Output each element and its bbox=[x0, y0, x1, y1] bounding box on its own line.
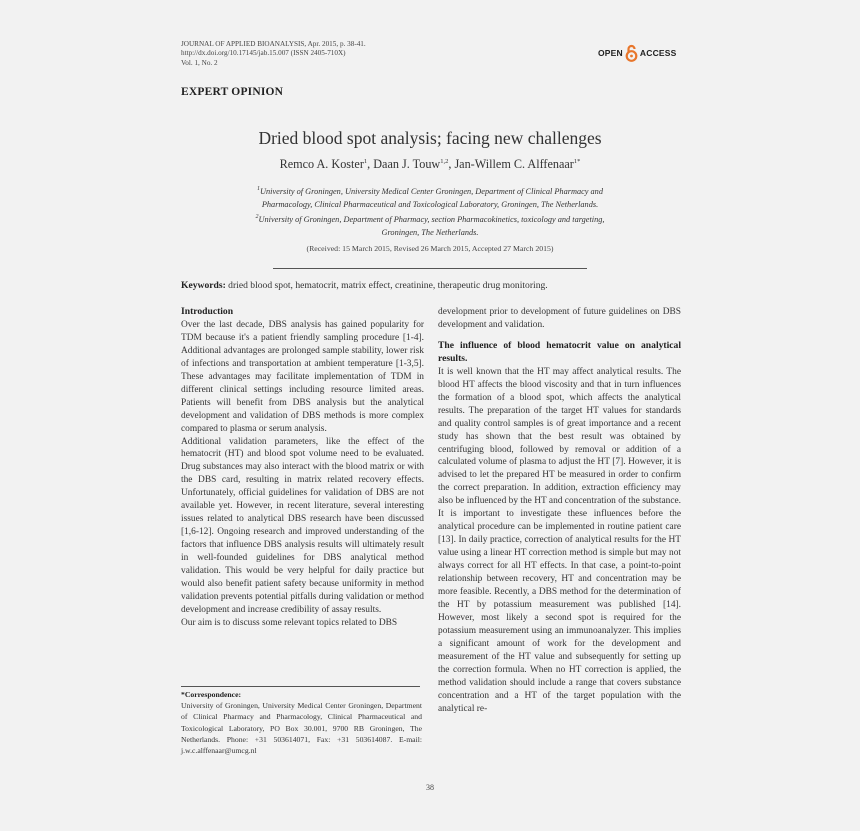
left-column bbox=[181, 306, 424, 630]
section-heading-introduction: Introduction bbox=[181, 306, 234, 317]
section-heading-hematocrit: The influence of blood hematocrit value on analytical results. bbox=[438, 339, 681, 364]
keywords-label: Keywords: bbox=[181, 280, 226, 291]
page-number: 38 bbox=[426, 783, 434, 792]
journal-volume: Vol. 1, No. 2 bbox=[181, 58, 218, 67]
journal-header bbox=[181, 40, 366, 68]
affiliation-marker: 2 bbox=[255, 214, 259, 221]
open-access-logo bbox=[598, 44, 677, 62]
article-title: Dried blood spot analysis; facing new challenges bbox=[258, 128, 602, 148]
author-name: Jan-Willem C. Alffenaar bbox=[454, 157, 574, 171]
affiliation-line: University of Groningen, University Medical Center Groningen, Department of Clinical Pharmacy and bbox=[260, 186, 603, 196]
author-name: Remco A. Koster bbox=[279, 157, 364, 171]
received-dates: (Received: 15 March 2015, Revised 26 March 2015, Accepted 27 March 2015) bbox=[306, 244, 554, 253]
correspondence-label: *Correspondence: bbox=[181, 690, 242, 699]
affiliation-1 bbox=[230, 183, 630, 211]
paragraph: Additional validation parameters, like the effect of the hematocrit (HT) and blood spot volume need to be evaluated. Drug substances may also interact with the blood matrix or with the DBS card, resulting in matrix related recovery effects. Unfortunately, official guidelines for validation of DBS are not available yet. However, in recent literature, several interesting issues related to analytical DBS research have been discussed [1,6-12]. Ongoing research and improved understanding of the factors that influence DBS analysis results will ultimately result in well-founded guidelines for DBS analytical method validation. This would be very helpful for daily practice but would also benefit patient safety because uniformity in method validation prevents potential pitfalls during validation or method development and increase credibility of assay results. bbox=[181, 436, 424, 615]
affiliations bbox=[230, 183, 630, 239]
footnote-divider bbox=[181, 686, 420, 687]
open-access-right: ACCESS bbox=[639, 48, 677, 58]
paragraph: Our aim is to discuss some relevant topics related to DBS bbox=[181, 617, 398, 628]
author-affil-marker: 1,2 bbox=[440, 157, 449, 165]
paragraph: It is well known that the HT may affect analytical results. The blood HT affects the blood viscosity and that in turn influences the formation of a blood spot, which affects the analytical results. The preparation of the target HT values for standards and quality control samples is of great importance and a recent study has shown that the best result was obtained by centrifuging blood, followed by removal or addition of a calculated volume of plasma to adjust the HT [7]. However, it is advised to let the prepared HT be measured in order to confirm the correct preparation. In addition, extraction efficiency may also be influenced by the HT and concentration of the substance. It is important to investigate these influences before the analytical procedure can be implemented in routine patient care [13]. In daily practice, correction of analytical results for the HT value using a linear HT correction method is simple but may not always correct for all HT effects. In that case, a point-to-point relationship between recovery, HT and concentration may be more feasible. Recently, a DBS method for the determination of the HT by potassium measurement was published [14]. However, most likely a second spot is required for the potassium measurement using an immunoanalyzer. This implies a significant amount of work for the development and measurement of the HT value and subsequently for setting up the correction formula. When no HT correction is applied, the method validation should include a range that covers substance concentration and a HT of the target population with the analytical re- bbox=[438, 366, 681, 714]
correspondence-text: University of Groningen, University Medical Center Groningen, Department of Clinical Pharmacy and Pharmacology, Clinical Pharmaceutical and Toxicological Laboratory, PO Box 30.001, 9700 RB Groningen, The Netherlands. Phone: +31 503614071, Fax: +31 503614087. E-mail: j.w.c.alffenaar@umcg.nl bbox=[181, 701, 422, 756]
affiliation-line: University of Groningen, Department of Pharmacy, section Pharmacokinetics, toxicology and targeting, bbox=[258, 214, 605, 224]
paragraph: Over the last decade, DBS analysis has gained popularity for TDM because it's a patient friendly sampling procedure [1-4]. Additional advantages are prolonged sample stability, lower risk of infections and transportation at ambient temperature [1-3,5]. These advantages may facilitate implementation of TDM in different clinical settings including resource limited areas. Patients will benefit from DBS analysis but the analytical development and validation of DBS methods is more complex compared to plasma or serum analysis. bbox=[181, 319, 424, 434]
keywords-text: dried blood spot, hematocrit, matrix effect, creatinine, therapeutic drug monitoring. bbox=[228, 280, 548, 291]
header-divider bbox=[273, 268, 587, 269]
journal-citation: JOURNAL OF APPLIED BIOANALYSIS, Apr. 2015, p. 38-41. bbox=[181, 40, 366, 48]
affiliation-line: Groningen, The Netherlands. bbox=[381, 228, 479, 238]
author-name: Daan J. Touw bbox=[373, 157, 441, 171]
paragraph: development prior to development of future guidelines on DBS development and validation. bbox=[438, 307, 681, 330]
affiliation-2 bbox=[230, 211, 630, 239]
correspondence-footnote bbox=[181, 689, 422, 756]
affiliation-marker: 1 bbox=[257, 186, 261, 192]
open-lock-icon bbox=[625, 44, 638, 62]
right-column bbox=[438, 306, 681, 716]
article-type: EXPERT OPINION bbox=[181, 86, 284, 98]
keywords bbox=[181, 280, 548, 291]
open-access-left: OPEN bbox=[598, 48, 623, 58]
author-affil-marker: 1 bbox=[363, 157, 368, 165]
affiliation-line: Pharmacology, Clinical Pharmaceutical and Toxicological Laboratory, Groningen, The Netherlands. bbox=[261, 199, 599, 209]
author-affil-marker: 1* bbox=[573, 157, 581, 165]
journal-doi[interactable]: http://dx.doi.org/10.17145/jab.15.007 (ISSN 2405-710X) bbox=[181, 49, 346, 58]
author-list: Remco A. Koster$^1$, Daan J. Touw$^{1,2}$, Jan-Willem C. Alffenaar$^{1*}$ bbox=[279, 157, 581, 171]
